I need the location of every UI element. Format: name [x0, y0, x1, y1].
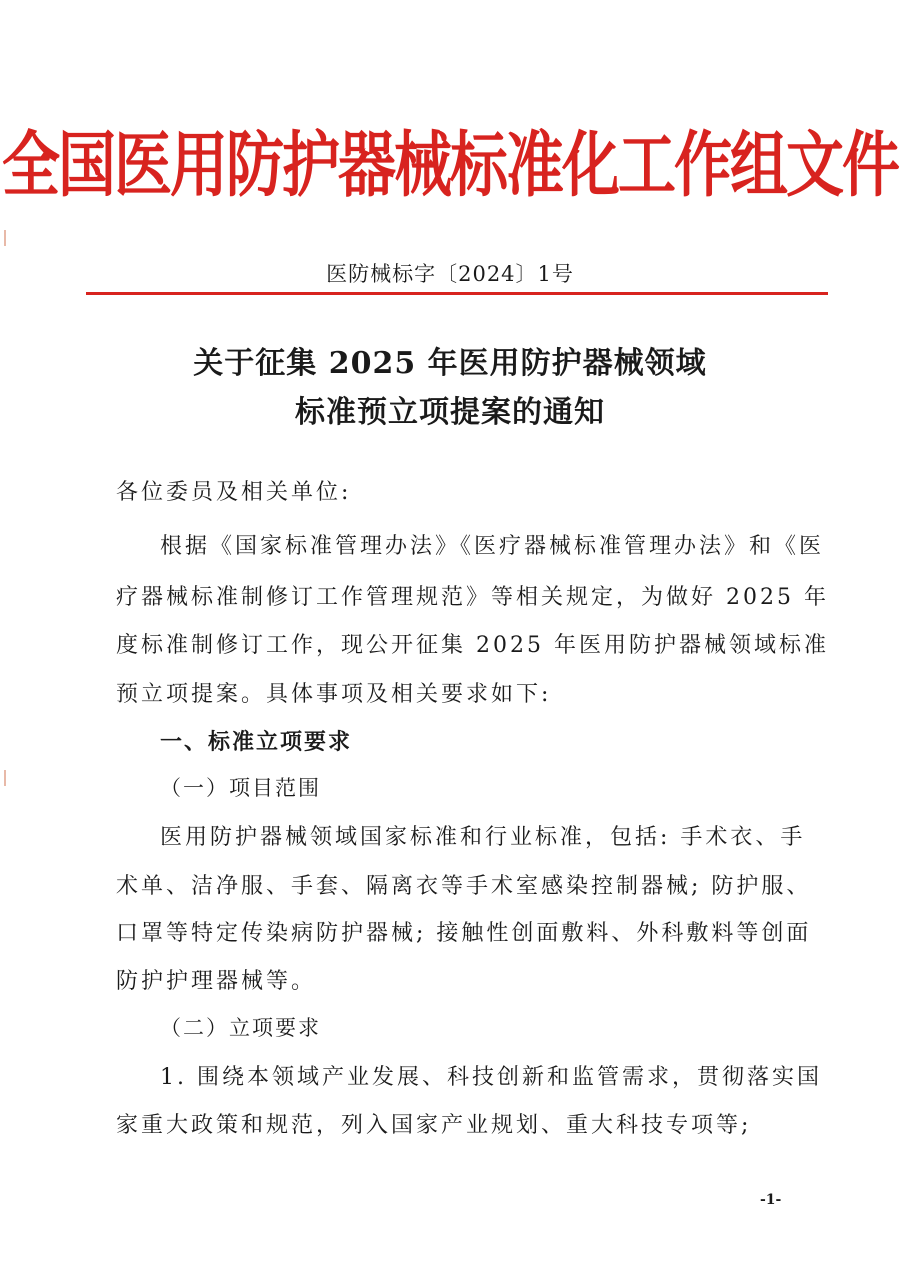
requirement-line-1: 1. 围绕本领域产业发展、科技创新和监管需求，贯彻落实国 — [160, 1065, 822, 1090]
intro-line-2: 疗器械标准制修订工作管理规范》等相关规定，为做好 2025 年 — [116, 585, 829, 610]
intro-line-3: 度标准制修订工作，现公开征集 2025 年医用防护器械领域标准 — [116, 633, 829, 658]
subsection-1-heading: （一）项目范围 — [160, 776, 321, 800]
requirement-line-2: 家重大政策和规范，列入国家产业规划、重大科技专项等; — [116, 1113, 752, 1138]
notice-title-line-1: 关于征集 2025 年医用防护器械领域 — [193, 346, 707, 381]
red-divider-line — [86, 292, 828, 295]
subsection-2-heading: （二）立项要求 — [160, 1016, 321, 1040]
scope-line-4: 防护护理器械等。 — [116, 969, 317, 994]
page-number: -1- — [760, 1192, 782, 1208]
scope-line-1: 医用防护器械领域国家标准和行业标准，包括: 手术衣、手 — [160, 825, 806, 850]
scan-mark — [4, 230, 6, 246]
masthead-title: 全国医用防护器械标准化工作组文件 — [1, 123, 898, 207]
salutation: 各位委员及相关单位: — [116, 480, 352, 505]
scope-line-3: 口罩等特定传染病防护器械; 接触性创面敷料、外科敷料等创面 — [116, 921, 812, 946]
scan-mark — [4, 770, 6, 786]
notice-title-line-2: 标准预立项提案的通知 — [295, 395, 605, 430]
intro-line-1: 根据《国家标准管理办法》《医疗器械标准管理办法》和《医 — [160, 534, 825, 559]
section-1-heading: 一、标准立项要求 — [160, 730, 353, 755]
intro-line-4: 预立项提案。具体事项及相关要求如下: — [116, 682, 552, 707]
scope-line-2: 术单、洁净服、手套、隔离衣等手术室感染控制器械; 防护服、 — [116, 874, 812, 899]
document-number: 医防械标字〔2024〕1号 — [326, 262, 574, 286]
